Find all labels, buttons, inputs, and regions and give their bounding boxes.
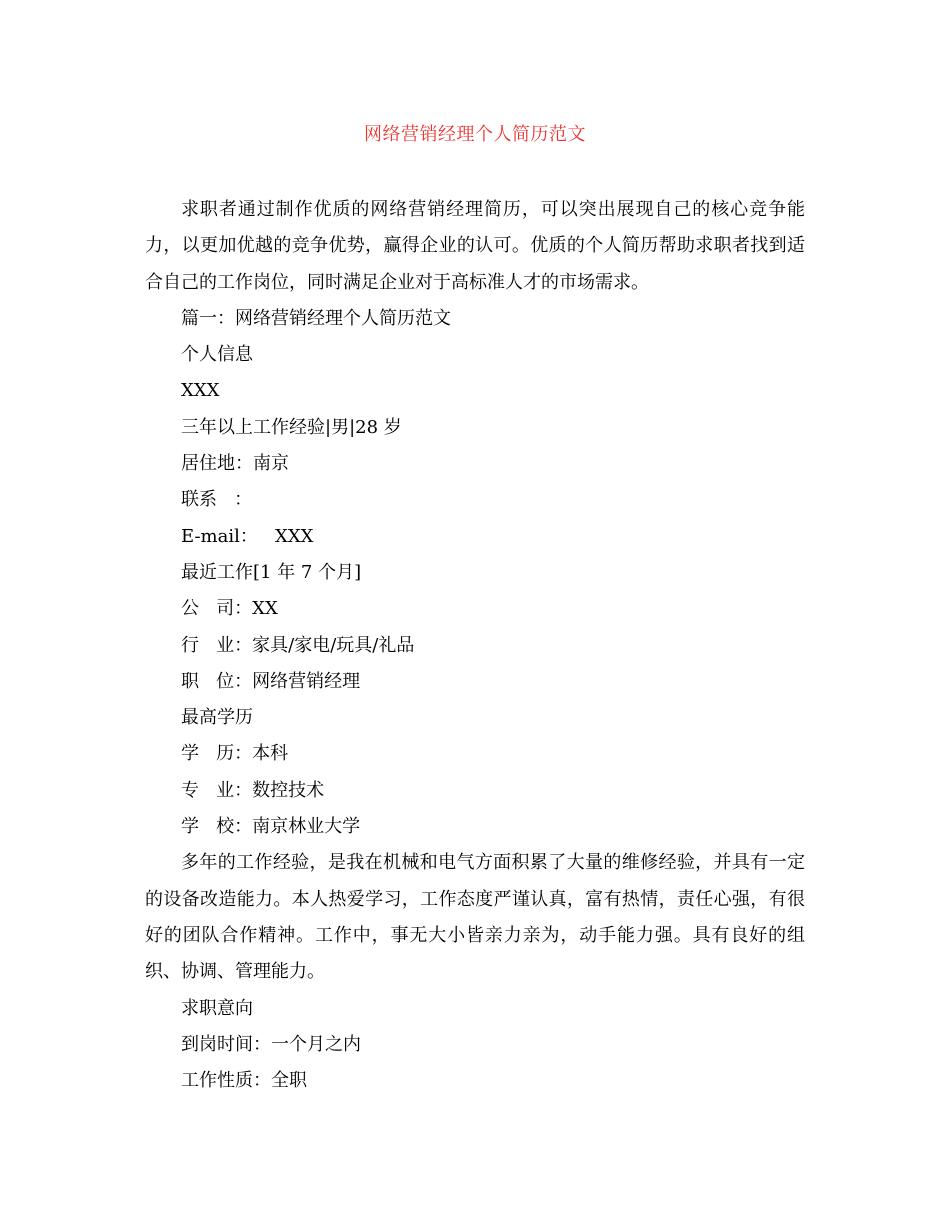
industry-line: 行 业：家具/家电/玩具/礼品 bbox=[181, 634, 415, 656]
job-intent-heading: 求职意向 bbox=[181, 997, 253, 1019]
position-line: 职 位：网络营销经理 bbox=[181, 670, 361, 692]
job-nature-line: 工作性质：全职 bbox=[181, 1070, 307, 1092]
degree-line: 学 历：本科 bbox=[181, 743, 289, 765]
school-line: 学 校：南京林业大学 bbox=[181, 816, 361, 838]
summary-line: 三年以上工作经验|男|28 岁 bbox=[181, 416, 402, 438]
company-line: 公 司：XX bbox=[181, 598, 278, 620]
residence-line: 居住地：南京 bbox=[181, 453, 289, 475]
name-line: XXX bbox=[181, 380, 220, 402]
email-line: E-mail： XXX bbox=[181, 525, 314, 547]
major-line: 专 业：数控技术 bbox=[181, 779, 325, 801]
contact-line: 联系 ： bbox=[181, 489, 253, 511]
education-heading: 最高学历 bbox=[181, 707, 253, 729]
intro-paragraph: 求职者通过制作优质的网络营销经理简历，可以突出展现自己的核心竞争能力，以更加优越的竞争优势，赢得企业的认可。优质的个人简历帮助求职者找到适合自己的工作岗位，同时满足企业对于高标准人才的市场需求。 bbox=[145, 199, 805, 293]
document-body bbox=[145, 192, 805, 1099]
section-one-title: 篇一：网络营销经理个人简历范文 bbox=[181, 307, 451, 329]
arrival-time-line: 到岗时间：一个月之内 bbox=[181, 1033, 361, 1055]
recent-work-heading: 最近工作[1 年 7 个月] bbox=[181, 561, 362, 583]
self-description-paragraph: 多年的工作经验，是我在机械和电气方面积累了大量的维修经验，并具有一定的设备改造能力。本人热爱学习，工作态度严谨认真，富有热情，责任心强，有很好的团队合作精神。工作中，事无大小皆亲力亲为，动手能力强。具有良好的组织、协调、管理能力。 bbox=[145, 852, 805, 983]
document-title: 网络营销经理个人简历范文 bbox=[364, 124, 586, 145]
personal-info-heading: 个人信息 bbox=[181, 344, 253, 366]
